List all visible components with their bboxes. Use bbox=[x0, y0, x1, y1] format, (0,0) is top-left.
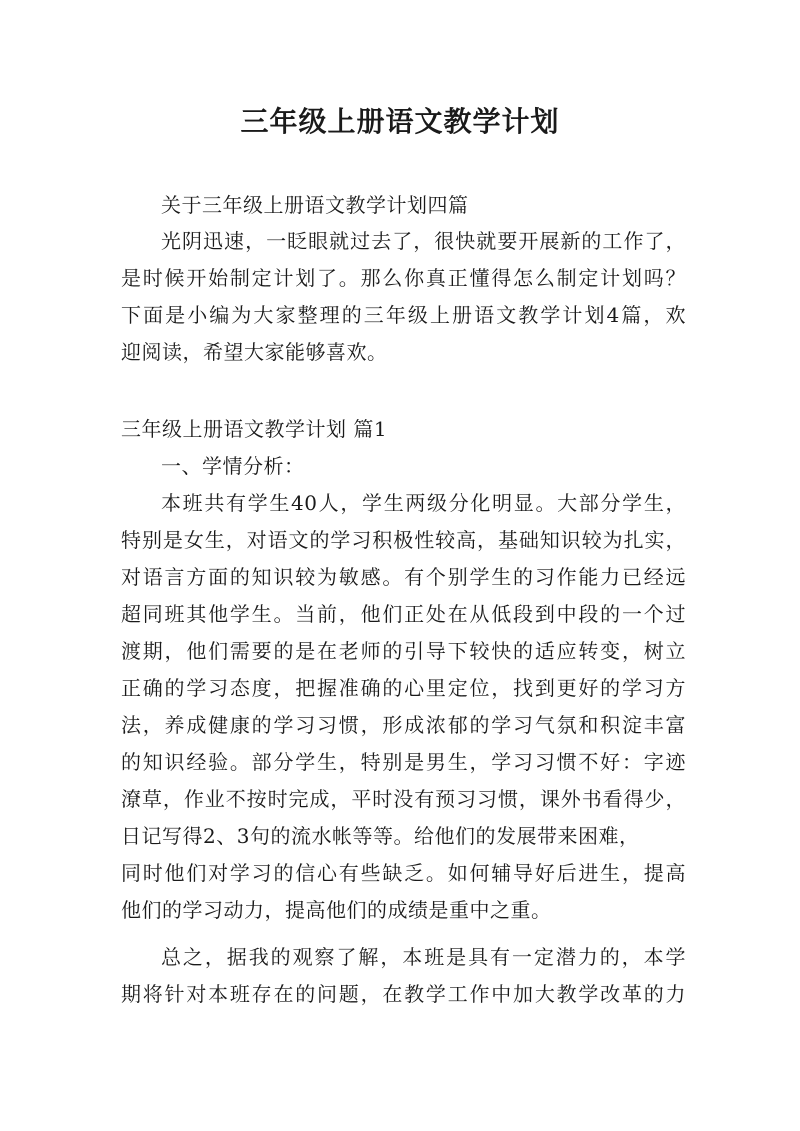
paragraph-line: 期将针对本班存在的问题，在教学工作中加大教学改革的力 bbox=[121, 982, 686, 1006]
paragraph-line: 日记写得2、3句的流水帐等等。给他们的发展带来困难， bbox=[121, 824, 640, 848]
paragraph-line: 迎阅读，希望大家能够喜欢。 bbox=[121, 340, 388, 364]
intro-heading: 关于三年级上册语文教学计划四篇 bbox=[161, 193, 469, 217]
paragraph-line: 对语言方面的知识较为敏感。有个别学生的习作能力已经远 bbox=[121, 565, 686, 589]
paragraph-line: 总之，据我的观察了解，本班是具有一定潜力的，本学 bbox=[161, 945, 686, 969]
paragraph-line: 他们的学习动力，提高他们的成绩是重中之重。 bbox=[121, 898, 552, 922]
paragraph-line: 法，养成健康的学习习惯，形成浓郁的学习气氛和积淀丰富 bbox=[121, 713, 686, 737]
paragraph-line: 同时他们对学习的信心有些缺乏。如何辅导好后进生，提高 bbox=[121, 861, 686, 885]
subsection-heading: 一、学情分析： bbox=[161, 454, 305, 478]
paragraph-line: 光阴迅速，一眨眼就过去了，很快就要开展新的工作了， bbox=[161, 229, 686, 253]
paragraph-line: 的知识经验。部分学生，特别是男生，学习习惯不好：字迹 bbox=[121, 750, 686, 774]
paragraph-line: 下面是小编为大家整理的三年级上册语文教学计划4篇，欢 bbox=[121, 303, 686, 327]
paragraph-line: 超同班其他学生。当前，他们正处在从低段到中段的一个过 bbox=[121, 602, 686, 626]
paragraph-line: 本班共有学生40人，学生两级分化明显。大部分学生， bbox=[161, 491, 686, 515]
paragraph-line: 特别是女生，对语文的学习积极性较高，基础知识较为扎实， bbox=[121, 528, 686, 552]
paragraph-line: 正确的学习态度，把握准确的心里定位，找到更好的学习方 bbox=[121, 676, 686, 700]
section-heading: 三年级上册语文教学计划 篇1 bbox=[121, 417, 388, 441]
paragraph-line: 是时候开始制定计划了。那么你真正懂得怎么制定计划吗？ bbox=[121, 266, 686, 290]
paragraph-line: 潦草，作业不按时完成，平时没有预习习惯，课外书看得少， bbox=[121, 787, 686, 811]
document-title: 三年级上册语文教学计划 bbox=[240, 105, 560, 138]
paragraph-line: 渡期，他们需要的是在老师的引导下较快的适应转变，树立 bbox=[121, 639, 686, 663]
